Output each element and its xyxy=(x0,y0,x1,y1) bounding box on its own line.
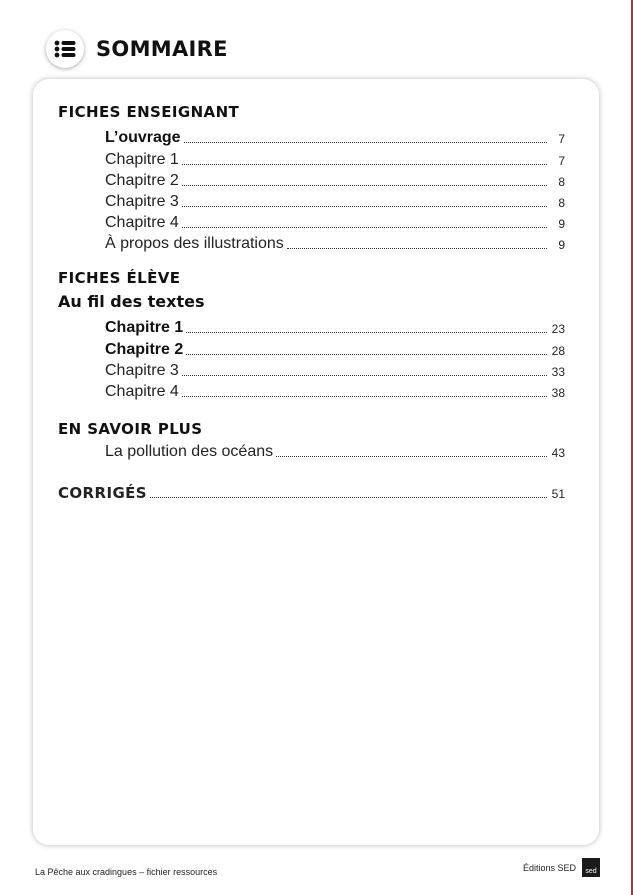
toc-item-eleve-chapitre-2[interactable] xyxy=(105,338,565,359)
dot-leader xyxy=(276,456,547,457)
dot-leader xyxy=(186,354,547,355)
list-icon xyxy=(46,30,84,68)
toc-item-label: La pollution des océans xyxy=(105,443,274,460)
toc-item-label: Chapitre 4 xyxy=(105,214,179,231)
toc-item-eleve-chapitre-4[interactable] xyxy=(105,380,565,401)
toc-page-number: 9 xyxy=(558,238,565,252)
toc-page-number: 28 xyxy=(551,344,565,358)
dot-leader xyxy=(182,164,547,165)
footer-publisher-block xyxy=(523,858,600,877)
toc-page-number: 33 xyxy=(551,365,565,379)
toc-item-label: L’ouvrage xyxy=(105,129,181,146)
footer-book-title: La Pêche aux cradingues – fichier ressources xyxy=(35,867,218,877)
dot-leader xyxy=(182,375,547,376)
toc-page-number: 51 xyxy=(551,487,565,501)
toc-item-label: Chapitre 3 xyxy=(105,193,179,210)
section-title-eleve: FICHES ÉLÈVE xyxy=(58,269,181,287)
toc-item-corriges[interactable] xyxy=(58,481,565,502)
dot-leader xyxy=(182,396,547,397)
dot-leader xyxy=(186,332,547,333)
toc-item-label: Chapitre 2 xyxy=(105,172,179,189)
toc-item-label: Chapitre 2 xyxy=(105,341,184,358)
section-title-savoir: EN SAVOIR PLUS xyxy=(58,420,203,438)
toc-page-number: 7 xyxy=(558,154,565,168)
dot-leader xyxy=(182,227,547,228)
dot-leader xyxy=(184,142,547,143)
toc-item-eleve-chapitre-3[interactable] xyxy=(105,359,565,380)
toc-item-label: Chapitre 1 xyxy=(105,151,179,168)
toc-item-eleve-chapitre-1[interactable] xyxy=(105,316,565,337)
dot-leader xyxy=(182,185,547,186)
page-title: SOMMAIRE xyxy=(96,37,228,61)
toc-item-label: Chapitre 4 xyxy=(105,383,179,400)
toc-item-chapitre-4[interactable] xyxy=(105,211,565,232)
dot-leader xyxy=(287,248,547,249)
section-title-enseignant: FICHES ENSEIGNANT xyxy=(58,103,240,121)
toc-page-number: 8 xyxy=(558,175,565,189)
toc-item-label: Chapitre 3 xyxy=(105,362,179,379)
dot-leader xyxy=(182,206,547,207)
toc-item-chapitre-1[interactable] xyxy=(105,148,565,169)
toc-page-number: 7 xyxy=(558,132,565,146)
publisher-logo: sed xyxy=(582,858,600,877)
toc-item-ouvrage[interactable] xyxy=(105,126,565,147)
toc-item-label: Chapitre 1 xyxy=(105,319,184,336)
toc-page-number: 8 xyxy=(558,196,565,210)
page-header xyxy=(46,30,228,68)
toc-item-chapitre-2[interactable] xyxy=(105,169,565,190)
dot-leader xyxy=(150,497,547,498)
toc-item-label: À propos des illustrations xyxy=(105,235,284,252)
footer-publisher: Éditions SED xyxy=(522,862,576,873)
toc-item-illustrations[interactable] xyxy=(105,232,565,253)
toc-page-number: 23 xyxy=(551,322,565,336)
toc-panel xyxy=(33,79,599,845)
toc-page-number: 38 xyxy=(551,386,565,400)
section-title-corriges: CORRIGÉS xyxy=(58,484,148,502)
toc-page-number: 9 xyxy=(558,217,565,231)
toc-item-chapitre-3[interactable] xyxy=(105,190,565,211)
toc-item-pollution[interactable] xyxy=(105,440,565,461)
subsection-title-au-fil-des-textes: Au fil des textes xyxy=(58,292,205,311)
toc-page-number: 43 xyxy=(551,446,565,460)
